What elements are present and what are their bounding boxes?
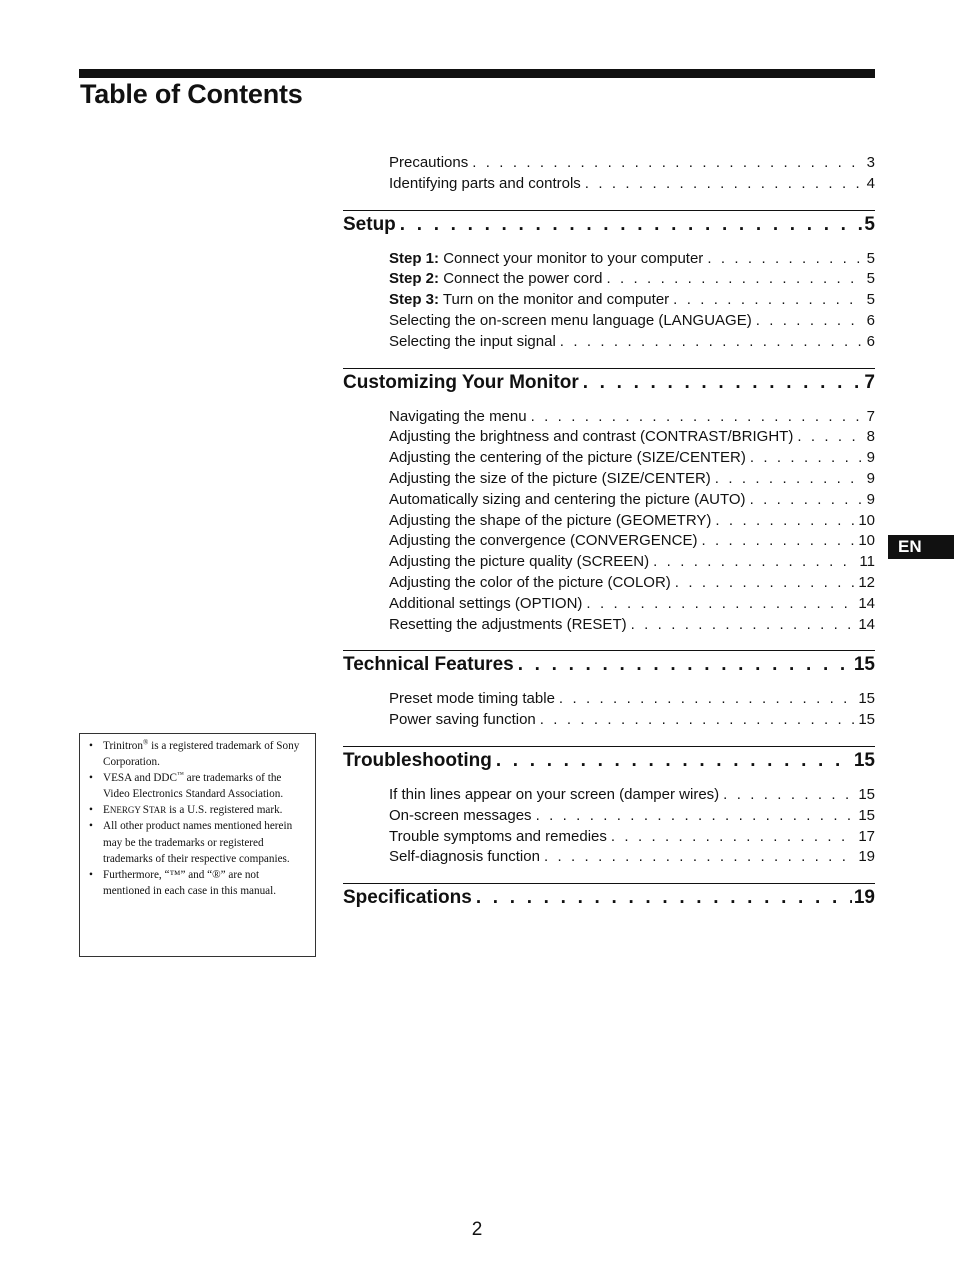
dot-leader [585, 174, 863, 195]
entry-text: Adjusting the brightness and contrast (CONTRAST/BRIGHT) [389, 428, 794, 446]
entry-page-number: 10 [858, 511, 875, 529]
entry-text: Setup [343, 213, 396, 235]
entry-text: Additional settings (OPTION) [389, 594, 583, 612]
entry-label [389, 827, 611, 848]
entry-text: Turn on the monitor and computer [442, 291, 670, 309]
entry-label [389, 710, 540, 731]
dot-leader [536, 806, 855, 827]
toc-entry [343, 332, 875, 353]
section-heading [343, 210, 875, 237]
toc-entry [343, 710, 875, 731]
entry-text: Connect the power cord [443, 270, 603, 288]
dot-leader [400, 213, 863, 237]
dot-leader [707, 249, 862, 270]
toc-entry [343, 290, 875, 311]
entry-label [343, 886, 476, 910]
entry-text: Navigating the menu [389, 407, 527, 425]
entry-page-number: 12 [858, 573, 875, 591]
entry-label [389, 469, 715, 490]
entry-page-number: 5 [866, 249, 875, 267]
entry-label [389, 615, 631, 636]
entry-label [389, 448, 750, 469]
table-of-contents [343, 153, 875, 922]
entry-page-number: 7 [864, 371, 875, 393]
toc-entry [343, 827, 875, 848]
entry-step-prefix: Step 1: [389, 249, 440, 267]
dot-leader [715, 469, 863, 490]
entry-page-number: 14 [858, 615, 875, 633]
section-heading-row [343, 653, 875, 677]
toc-entry [343, 806, 875, 827]
entry-text: Troubleshooting [343, 749, 492, 771]
dot-leader [476, 886, 852, 910]
entry-text: Resetting the adjustments (RESET) [389, 615, 627, 633]
entry-label [389, 332, 560, 353]
entry-text: Adjusting the picture quality (SCREEN) [389, 553, 650, 571]
entry-label [389, 594, 586, 615]
entry-page-number: 5 [866, 291, 875, 309]
entry-text: Connect your monitor to your computer [443, 249, 704, 267]
dot-leader [544, 847, 854, 868]
toc-entry [343, 249, 875, 270]
entry-label [389, 847, 544, 868]
entry-page-number: 15 [858, 690, 875, 708]
toc-entry [343, 153, 875, 174]
entry-label [389, 573, 675, 594]
entry-label [389, 174, 585, 195]
dot-leader [540, 710, 855, 731]
entry-text: Specifications [343, 887, 472, 909]
entry-text: Customizing Your Monitor [343, 371, 579, 393]
entry-step-prefix: Step 3: [389, 291, 440, 309]
dot-leader [673, 290, 863, 311]
language-tab: EN [888, 535, 954, 559]
entry-label [389, 785, 723, 806]
entry-label [343, 749, 496, 773]
toc-entry [343, 469, 875, 490]
entry-label [389, 511, 715, 532]
entry-page-number: 9 [866, 449, 875, 467]
entry-label [389, 689, 559, 710]
entry-label [343, 371, 583, 395]
section-heading [343, 368, 875, 395]
entry-page-number: 15 [853, 654, 875, 676]
entry-page-number: 6 [866, 311, 875, 329]
entry-text: Power saving function [389, 711, 536, 729]
section-heading-row [343, 371, 875, 395]
toc-entry [343, 689, 875, 710]
dot-leader [701, 531, 854, 552]
entry-page-number: 9 [866, 490, 875, 508]
entry-text: If thin lines appear on your screen (damper wires) [389, 785, 720, 803]
entry-text: Adjusting the size of the picture (SIZE/CENTER) [389, 469, 711, 487]
entry-page-number: 15 [858, 806, 875, 824]
entry-text: Automatically sizing and centering the picture (AUTO) [389, 490, 746, 508]
entry-label [389, 531, 701, 552]
entry-label [389, 427, 797, 448]
entry-label [389, 407, 531, 428]
entry-text: On-screen messages [389, 806, 532, 824]
entry-label [389, 269, 606, 290]
section-heading-row [343, 886, 875, 910]
dot-leader [518, 653, 852, 677]
entry-text: Self-diagnosis function [389, 848, 540, 866]
entry-text: Precautions [389, 154, 469, 171]
entry-page-number: 17 [858, 827, 875, 845]
entry-page-number: 15 [858, 711, 875, 729]
entry-page-number: 19 [853, 887, 875, 909]
entry-text: Adjusting the color of the picture (COLOR) [389, 573, 671, 591]
toc-entry [343, 594, 875, 615]
section-heading [343, 650, 875, 677]
dot-leader [472, 153, 862, 174]
dot-leader [653, 552, 855, 573]
entry-page-number: 9 [866, 469, 875, 487]
section-heading-row [343, 749, 875, 773]
trademark-item: • All other product names mentioned herein may be the trademarks or registered trademarks of their respective companies. [88, 818, 309, 866]
section-heading [343, 746, 875, 773]
toc-entry [343, 427, 875, 448]
entry-page-number: 6 [866, 332, 875, 350]
entry-label [389, 290, 673, 311]
toc-entry [343, 269, 875, 290]
entry-label [389, 552, 653, 573]
toc-entry [343, 448, 875, 469]
dot-leader [750, 490, 863, 511]
entry-page-number: 14 [858, 594, 875, 612]
entry-page-number: 7 [866, 407, 875, 425]
entry-text: Selecting the input signal [389, 332, 556, 350]
trademark-item: • Trinitron® is a registered trademark of Sony Corporation. [88, 738, 309, 770]
toc-entry [343, 847, 875, 868]
toc-entry [343, 174, 875, 195]
toc-entry [343, 511, 875, 532]
entry-label [343, 213, 400, 237]
entry-page-number: 15 [858, 785, 875, 803]
entry-page-number: 4 [866, 174, 875, 192]
page-title: Table of Contents [80, 79, 303, 109]
entry-label [389, 806, 536, 827]
trademark-notice [79, 733, 316, 957]
dot-leader [583, 371, 863, 395]
trademark-item: • ENERGY STAR is a U.S. registered mark. [88, 802, 309, 818]
entry-label [389, 249, 707, 270]
entry-label [389, 490, 750, 511]
section-heading-row [343, 213, 875, 237]
toc-entry [343, 407, 875, 428]
entry-text: Adjusting the convergence (CONVERGENCE) [389, 532, 698, 550]
toc-entry [343, 531, 875, 552]
toc-entry [343, 490, 875, 511]
entry-text: Preset mode timing table [389, 690, 555, 708]
toc-entry [343, 311, 875, 332]
dot-leader [560, 332, 863, 353]
entry-text: Trouble symptoms and remedies [389, 827, 607, 845]
dot-leader [606, 269, 862, 290]
toc-entry [343, 785, 875, 806]
dot-leader [715, 511, 854, 532]
dot-leader [797, 427, 862, 448]
toc-entry [343, 552, 875, 573]
dot-leader [559, 689, 854, 710]
toc-entry [343, 615, 875, 636]
entry-text: Identifying parts and controls [389, 174, 581, 192]
entry-label [389, 311, 756, 332]
entry-page-number: 11 [859, 553, 875, 571]
entry-page-number: 3 [866, 154, 875, 171]
entry-page-number: 8 [866, 428, 875, 446]
page-number: 2 [471, 1219, 483, 1240]
title-rule [79, 69, 875, 78]
entry-page-number: 5 [866, 270, 875, 288]
entry-text: Selecting the on-screen menu language (LANGUAGE) [389, 311, 752, 329]
dot-leader [750, 448, 863, 469]
entry-page-number: 5 [864, 213, 875, 235]
dot-leader [756, 311, 863, 332]
entry-step-prefix: Step 2: [389, 270, 440, 288]
trademark-item: • VESA and DDC™ are trademarks of the Video Electronics Standard Association. [88, 770, 309, 802]
dot-leader [586, 594, 854, 615]
entry-text: Technical Features [343, 654, 514, 676]
entry-page-number: 15 [853, 749, 875, 771]
dot-leader [723, 785, 854, 806]
dot-leader [611, 827, 854, 848]
entry-label [343, 653, 518, 677]
dot-leader [496, 749, 852, 773]
entry-page-number: 10 [858, 532, 875, 550]
dot-leader [631, 615, 855, 636]
entry-page-number: 19 [858, 848, 875, 866]
entry-label [389, 153, 472, 174]
section-heading [343, 883, 875, 910]
entry-text: Adjusting the shape of the picture (GEOMETRY) [389, 511, 712, 529]
dot-leader [675, 573, 855, 594]
trademark-item: • Furthermore, “™” and “®” are not mentioned in each case in this manual. [88, 867, 309, 899]
entry-text: Adjusting the centering of the picture (SIZE/CENTER) [389, 449, 746, 467]
dot-leader [531, 407, 863, 428]
toc-entry [343, 573, 875, 594]
